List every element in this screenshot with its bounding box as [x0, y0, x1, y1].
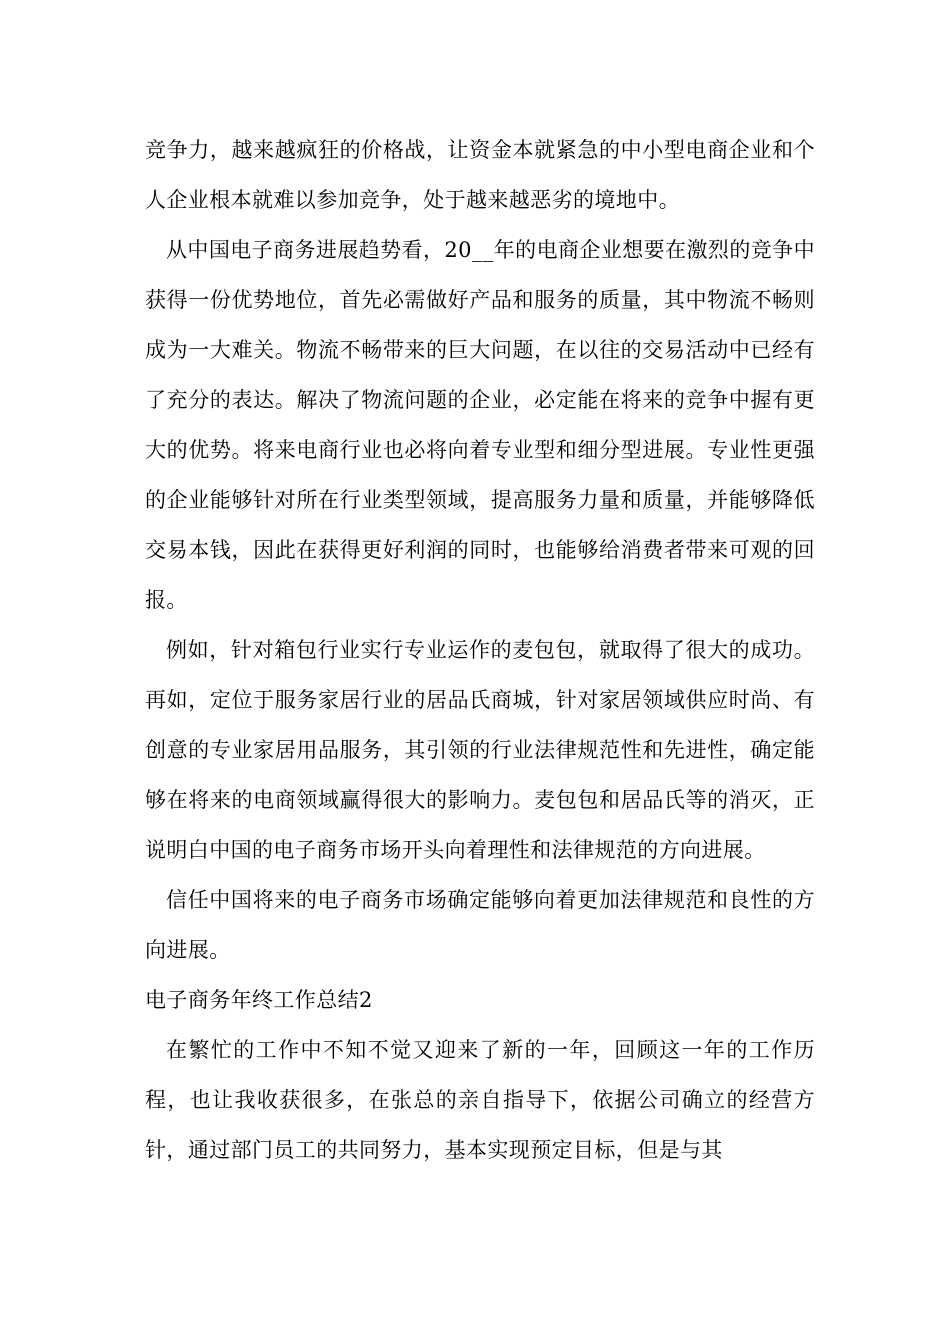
paragraph-5: 在繁忙的工作中不知不觉又迎来了新的一年，回顾这一年的工作历程，也让我收获很多，在张总的亲自指导下，依据公司确立的经营方针，通过部门员工的共同努力，基本实现预定目标，但是与其: [145, 1038, 815, 1162]
document-body: [145, 125, 815, 1175]
paragraph-1: 竞争力，越来越疯狂的价格战，让资金本就紧急的中小型电商企业和个人企业根本就难以参加竞争，处于越来越恶劣的境地中。: [145, 138, 815, 212]
paragraph-3: 例如，针对箱包行业实行专业运作的麦包包，就取得了很大的成功。再如，定位于服务家居行业的居品氏商城，针对家居领域供应时尚、有创意的专业家居用品服务，其引领的行业法律规范性和先进性，确定能够在将来的电商领域赢得很大的影响力。麦包包和居品氏等的消灭，正说明白中国的电子商务市场开头向着理性和法律规范的方向进展。: [145, 638, 815, 862]
section-heading: 电子商务年终工作总结2: [145, 988, 373, 1012]
paragraph-4: 信任中国将来的电子商务市场确定能够向着更加法律规范和良性的方向进展。: [145, 888, 815, 962]
paragraph-2: 从中国电子商务进展趋势看，20__年的电商企业想要在激烈的竞争中获得一份优势地位，首先必需做好产品和服务的质量，其中物流不畅则成为一大难关。物流不畅带来的巨大问题，在以往的交易活动中已经有了充分的表达。解决了物流问题的企业，必定能在将来的竞争中握有更大的优势。将来电商行业也必将向着专业型和细分型进展。专业性更强的企业能够针对所在行业类型领域，提高服务力量和质量，并能够降低交易本钱，因此在获得更好利润的同时，也能够给消费者带来可观的回报。: [145, 238, 815, 612]
